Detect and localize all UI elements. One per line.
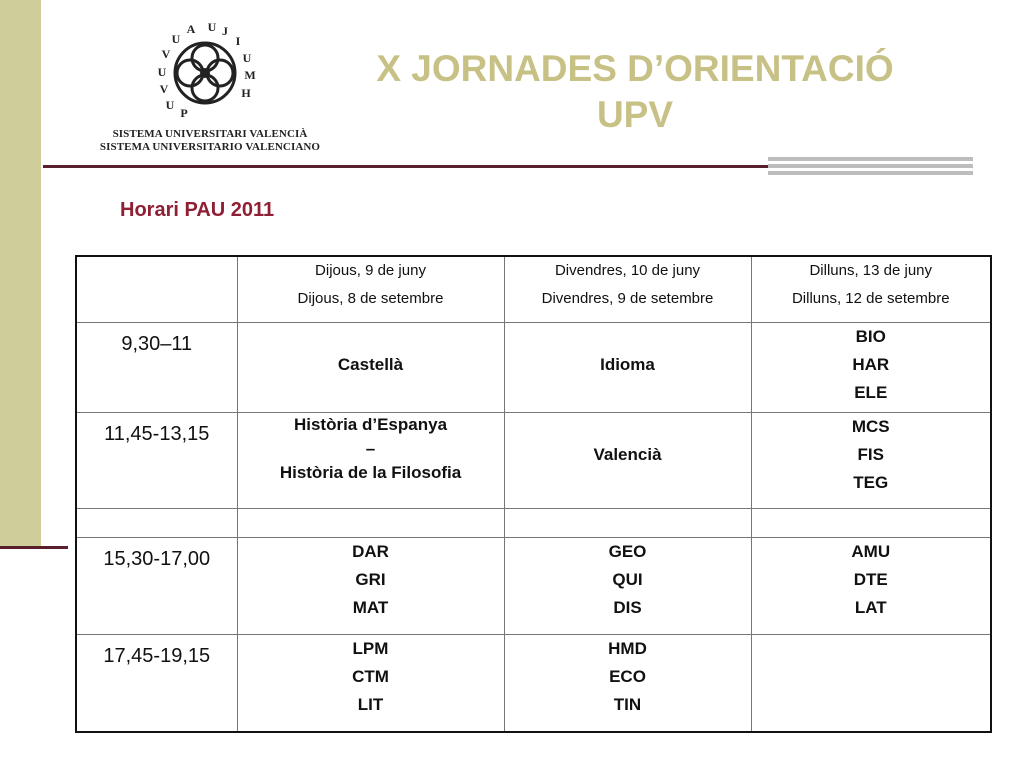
exam-code: QUI [612,569,643,589]
column-header-date: Dijous, 9 de juny [315,262,426,279]
empty-cell [751,634,991,732]
svg-text:U: U [171,32,181,46]
exam-code: LIT [357,694,384,714]
exam-cell [504,537,751,634]
exam-schedule-table [75,255,992,733]
exam-cell [237,537,504,634]
left-band-inner [41,0,69,548]
column-header-date: Divendres, 10 de juny [554,262,701,279]
exam-code: MCS [851,416,890,436]
column-header-day1 [237,256,504,322]
svg-text:I: I [235,34,241,48]
column-header-date: Dilluns, 13 de juny [809,262,933,279]
empty-cell [76,508,237,537]
time-slot-cell [76,322,237,412]
svg-text:U: U [157,65,167,79]
left-accent-line [0,546,68,549]
table-row [76,537,991,634]
table-spacer-row [76,508,991,537]
logo-caption-line1: SISTEMA UNIVERSITARI VALENCIÀ [112,128,308,140]
exam-cell [237,322,504,412]
column-header-day2 [504,256,751,322]
exam-cell [751,322,991,412]
time-slot: 11,45-13,15 [104,422,210,445]
svg-text:A: A [186,22,196,36]
svg-text:U: U [165,98,175,112]
empty-cell [751,508,991,537]
exam-code: FIS [857,444,884,464]
exam-code: HMD [608,638,647,658]
exam-subject: Castellà [337,354,404,374]
time-slot-cell [76,537,237,634]
table-row [76,412,991,508]
column-header-day3 [751,256,991,322]
exam-code: MAT [352,597,389,617]
exam-subject: Valencià [593,444,662,464]
exam-subject: Història d’Espanya [293,414,448,434]
column-header-date: Divendres, 9 de setembre [541,290,714,307]
exam-code: LAT [854,597,887,617]
column-header-date: Dilluns, 12 de setembre [791,290,950,307]
svg-text:J: J [222,24,228,38]
slide-title [330,46,940,138]
empty-cell [237,508,504,537]
exam-cell [751,537,991,634]
slide-title-line1: X JORNADES D’ORIENTACIÓ [376,48,894,89]
exam-code: AMU [851,541,891,561]
exam-code: ELE [854,382,888,402]
exam-code: DIS [613,597,642,617]
time-slot: 17,45-19,15 [103,644,211,667]
exam-cell [504,322,751,412]
svg-text:U: U [207,20,217,34]
exam-cell [751,412,991,508]
slide-title-line2: UPV [596,94,674,135]
svg-text:V: V [159,82,169,96]
time-slot-cell [76,634,237,732]
exam-code: BIO [855,326,886,346]
exam-code: TIN [613,694,642,714]
time-slot: 9,30–11 [121,332,193,355]
time-slot: 15,30-17,00 [103,547,211,570]
exam-code: TEG [853,472,889,492]
svg-text:U: U [242,51,252,65]
exam-subject-separator: – [365,438,376,458]
table-header-row [76,256,991,322]
header-rule [43,165,783,168]
empty-cell [504,508,751,537]
exam-code: GEO [608,541,647,561]
exam-code: CTM [352,666,389,686]
exam-code: DAR [352,541,389,561]
time-slot-cell [76,412,237,508]
exam-code: ECO [609,666,646,686]
header-corner-cell [76,256,237,322]
exam-cell [504,412,751,508]
column-header-date: Dijous, 8 de setembre [297,290,444,307]
table-row [76,634,991,732]
exam-code: DTE [853,569,888,589]
exam-cell [237,412,504,508]
exam-subject: Història de la Filosofia [279,462,462,482]
svg-text:P: P [180,106,188,120]
logo-caption [72,128,348,154]
exam-code: HAR [852,354,890,374]
svg-text:H: H [241,86,251,100]
svg-text:M: M [244,68,256,82]
header-grey-bars [768,157,973,178]
exam-subject: Idioma [600,354,655,374]
exam-code: GRI [355,569,386,589]
schedule-subtitle: Horari PAU 2011 [120,199,275,221]
university-seal-logo [150,18,260,128]
exam-cell [237,634,504,732]
logo-caption-line2: SISTEMA UNIVERSITARIO VALENCIANO [99,141,321,153]
left-decorative-band [0,0,41,548]
svg-text:V: V [161,47,171,61]
exam-cell [504,634,751,732]
exam-code: LPM [352,638,389,658]
table-row [76,322,991,412]
